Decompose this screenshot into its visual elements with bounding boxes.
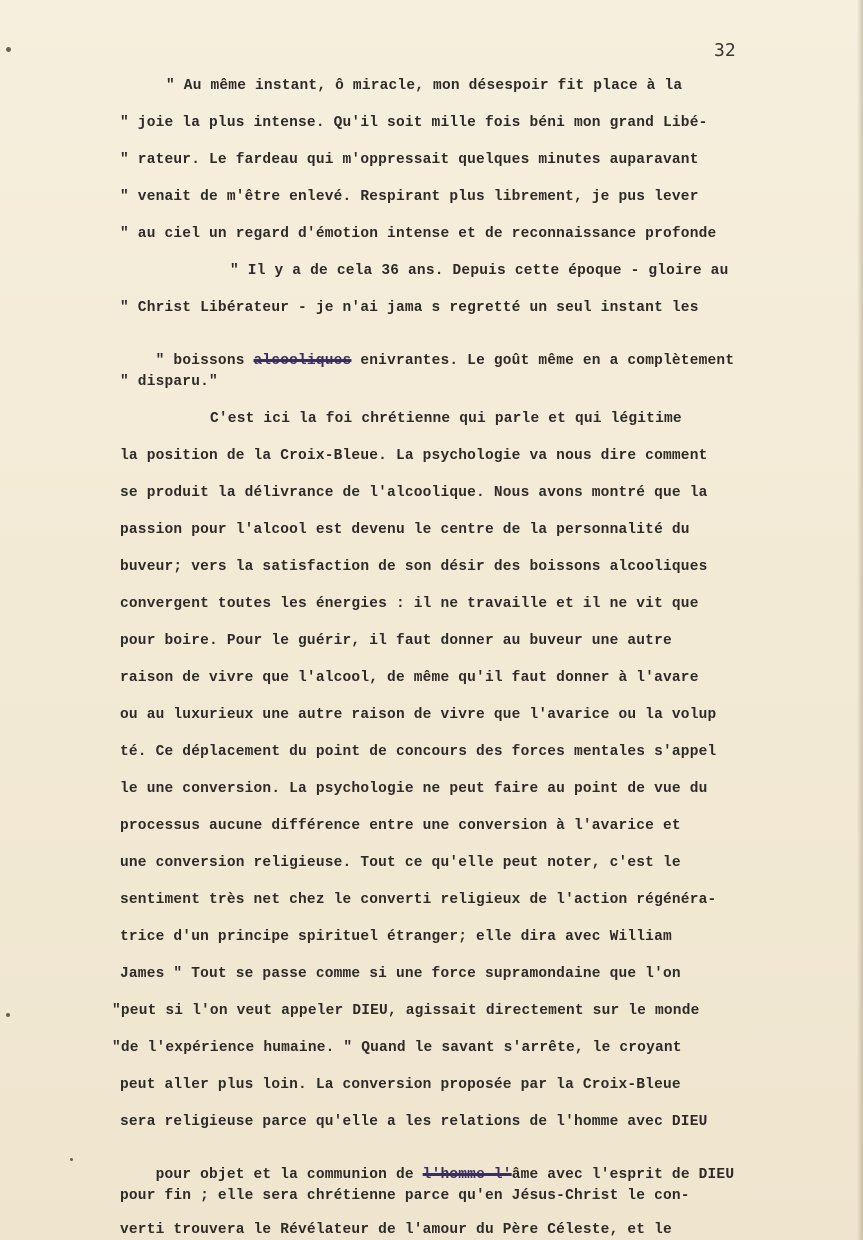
text-line: se produit la délivrance de l'alcoolique. Nous avons montré que la [120,485,708,501]
text-line: té. Ce déplacement du point de concours des forces mentales s'appel [120,744,717,760]
text-line: convergent toutes les énergies : il ne travaille et il ne vit que [120,596,699,612]
text-line: C'est ici la foi chrétienne qui parle et qui légitime [210,411,682,427]
text-line: une conversion religieuse. Tout ce qu'elle peut noter, c'est le [120,855,681,871]
page-number: 32 [714,40,736,61]
text-line: " au ciel un regard d'émotion intense et de reconnaissance profonde [120,226,717,242]
paper-speck [6,47,11,52]
text-fragment: enivrantes. Le goût même en a complètement [360,353,735,369]
struck-out-word: alcooliques [253,353,352,369]
text-line: "peut si l'on veut appeler DIEU, agissait directement sur le monde [112,1003,700,1019]
text-line: " disparu." [120,374,218,390]
text-line: raison de vivre que l'alcool, de même qu'il faut donner à l'avare [120,670,699,686]
paper-speck [70,1158,73,1161]
text-fragment: pour objet et la communion de [155,1167,414,1183]
text-line: pour fin ; elle sera chrétienne parce qu'en Jésus-Christ le con- [120,1188,690,1204]
text-fragment: " boissons [155,353,245,369]
text-line: " joie la plus intense. Qu'il soit mille fois béni mon grand Libé- [120,115,708,131]
text-line: pour boire. Pour le guérir, il faut donner au buveur une autre [120,633,672,649]
text-line: le une conversion. La psychologie ne peut faire au point de vue du [120,781,708,797]
text-line: ou au luxurieux une autre raison de vivre que l'avarice ou la volup [120,707,717,723]
text-line: buveur; vers la satisfaction de son désir des boissons alcooliques [120,559,708,575]
text-line: " rateur. Le fardeau qui m'oppressait quelques minutes auparavant [120,152,699,168]
text-line: la position de la Croix-Bleue. La psychologie va nous dire comment [120,448,708,464]
text-line: " Au même instant, ô miracle, mon désespoir fit place à la [166,78,683,94]
page-edge-shadow [857,0,863,1240]
text-line: passion pour l'alcool est devenu le centre de la personnalité du [120,522,690,538]
paper-speck [6,1013,10,1017]
text-line: peut aller plus loin. La conversion proposée par la Croix-Bleue [120,1077,681,1093]
struck-out-word: l'homme l' [422,1167,512,1183]
text-line: James " Tout se passe comme si une force supramondaine que l'on [120,966,681,982]
text-line: " Il y a de cela 36 ans. Depuis cette époque - gloire au [230,263,729,279]
text-line: trice d'un principe spirituel étranger; elle dira avec William [120,929,672,945]
text-line: " venait de m'être enlevé. Respirant plus librement, je pus lever [120,189,699,205]
text-line: sera religieuse parce qu'elle a les relations de l'homme avec DIEU [120,1114,708,1130]
text-line: "de l'expérience humaine. " Quand le savant s'arrête, le croyant [112,1040,682,1056]
text-fragment: âme avec l'esprit de DIEU [511,1167,735,1183]
text-line: verti trouvera le Révélateur de l'amour du Père Céleste, et le [120,1222,672,1238]
text-line: processus aucune différence entre une conversion à l'avarice et [120,818,681,834]
text-line: sentiment très net chez le converti religieux de l'action régénéra- [120,892,717,908]
text-line: " Christ Libérateur - je n'ai jama s regretté un seul instant les [120,300,699,316]
